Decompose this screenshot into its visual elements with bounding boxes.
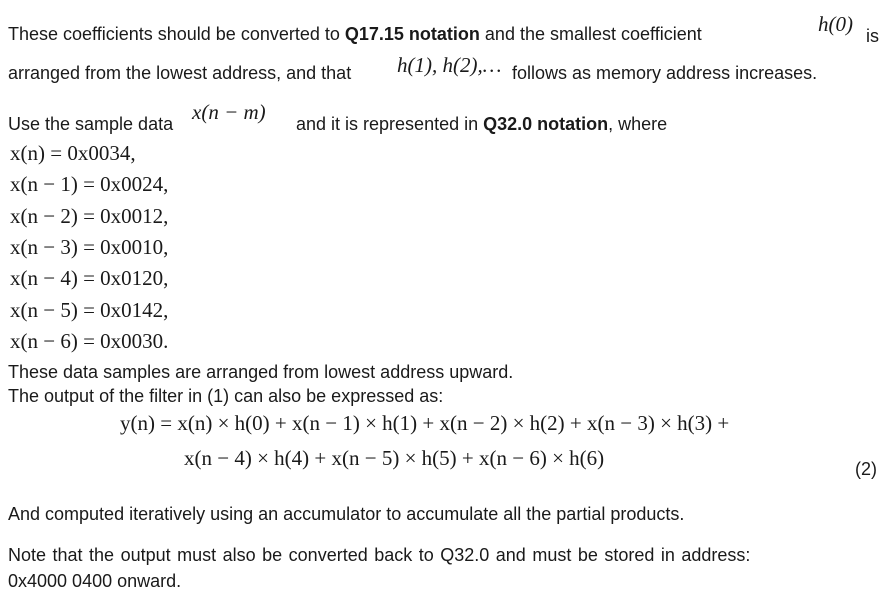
para2-mid: and it is represented in xyxy=(296,114,484,134)
sample-x-n-4: x(n − 4) = 0x0120, xyxy=(10,266,169,290)
sample-x-n-5: x(n − 5) = 0x0142, xyxy=(10,298,169,322)
para5-line2: 0x4000 0400 onward. xyxy=(8,571,182,591)
q17-15-notation: Q17.15 notation xyxy=(344,24,480,44)
para1-line2-start: arranged from the lowest address, and that xyxy=(8,63,352,83)
para1-line1-mid: and the smallest coefficient xyxy=(479,24,702,44)
sample-x-n-6: x(n − 6) = 0x0030. xyxy=(10,329,169,353)
para2-start: Use the sample data xyxy=(8,114,174,134)
para2-end: , where xyxy=(608,114,668,134)
para3-line2: The output of the filter in (1) can also be expressed as: xyxy=(8,386,444,406)
para1-line1-end: is xyxy=(866,26,879,46)
para3-line1: These data samples are arranged from lowest address upward. xyxy=(8,362,514,382)
sample-x-n-2: x(n − 2) = 0x0012, xyxy=(10,204,169,228)
para5-line1: Note that the output must also be converted back to Q32.0 and must be stored in address: xyxy=(8,545,751,565)
q32-0-notation: Q32.0 notation xyxy=(483,114,609,134)
equation-number: (2) xyxy=(855,459,877,479)
para1-line2-end: follows as memory address increases. xyxy=(512,63,818,83)
h1-h2-math: h(1), h(2),… xyxy=(397,53,502,77)
para2-rest xyxy=(296,113,667,135)
sample-x-n-1: x(n − 1) = 0x0024, xyxy=(10,172,169,196)
para1-line1 xyxy=(8,23,702,45)
equation-line1: y(n) = x(n) × h(0) + x(n − 1) × h(1) + x(n − 2) × h(2) + x(n − 3) × h(3) + xyxy=(120,411,730,435)
para1-line1-start: These coefficients should be converted to xyxy=(8,24,345,44)
sample-x-n-3: x(n − 3) = 0x0010, xyxy=(10,235,169,259)
equation-line2: x(n − 4) × h(4) + x(n − 5) × h(5) + x(n − 6) × h(6) xyxy=(184,446,605,470)
x-n-m-math: x(n − m) xyxy=(192,100,266,124)
sample-x-n: x(n) = 0x0034, xyxy=(10,141,136,165)
para4: And computed iteratively using an accumulator to accumulate all the partial products. xyxy=(8,504,685,524)
h0-math: h(0) xyxy=(818,12,853,36)
